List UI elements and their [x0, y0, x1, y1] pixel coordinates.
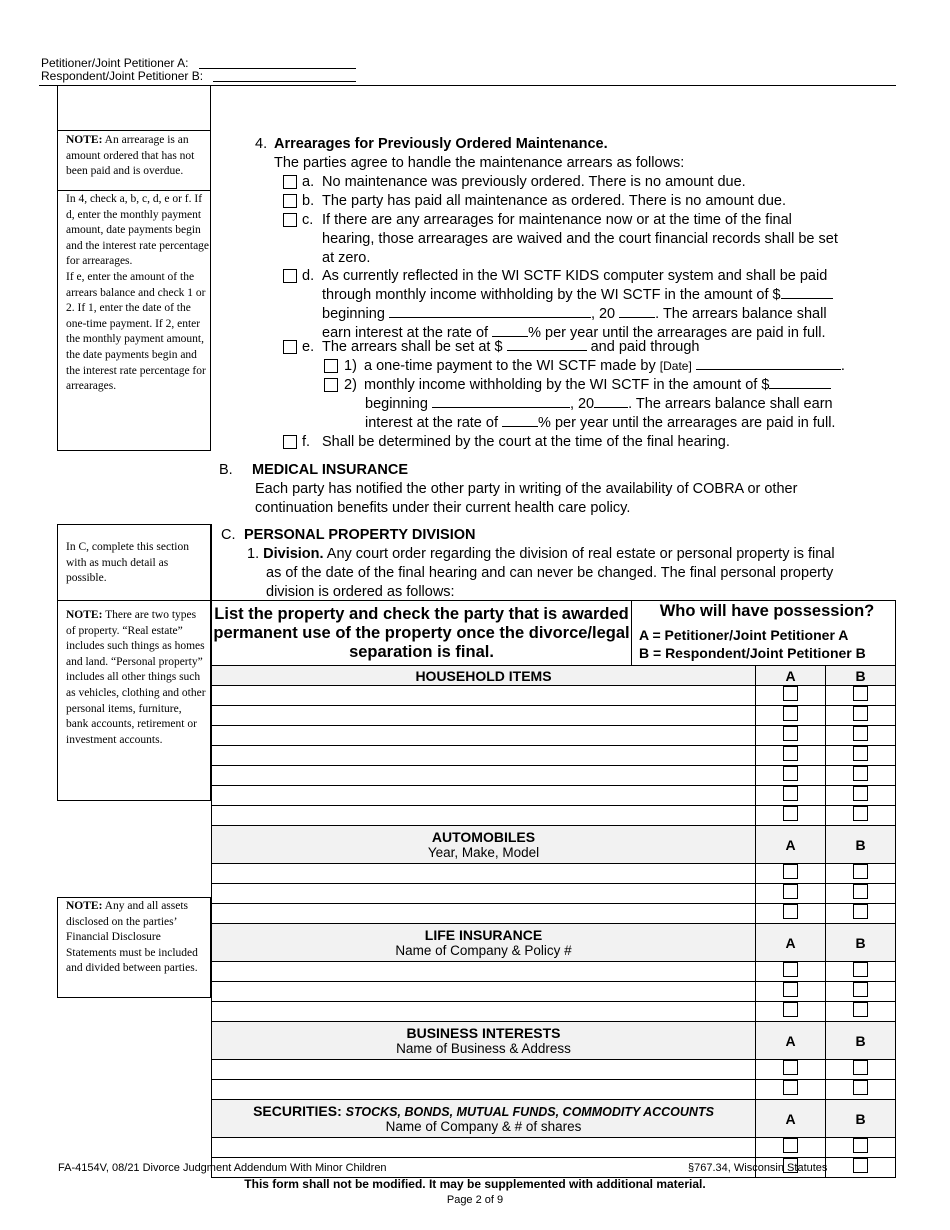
- option-e-checkbox[interactable]: [283, 340, 297, 354]
- party-b-checkbox[interactable]: [853, 746, 868, 761]
- party-a-checkbox[interactable]: [783, 686, 798, 701]
- party-b-checkbox[interactable]: [853, 766, 868, 781]
- property-entry[interactable]: [212, 1138, 756, 1158]
- business-interests-header: BUSINESS INTERESTS Name of Business & Address: [212, 1022, 756, 1060]
- table-row: [212, 746, 896, 766]
- party-a-checkbox[interactable]: [783, 962, 798, 977]
- party-b-checkbox[interactable]: [853, 806, 868, 821]
- table-row: [212, 962, 896, 982]
- col-a-label: A: [756, 666, 826, 686]
- option-d-checkbox[interactable]: [283, 269, 297, 283]
- footer-statute: §767.34, Wisconsin Statutes: [688, 1162, 828, 1174]
- table-row: [212, 1060, 896, 1080]
- financial-disclosure-note: NOTE: Any and all assets disclosed on the parties’ Financial Disclosure Statements must be included and divided between parties.: [66, 900, 198, 975]
- section-4: 4. Arrearages for Previously Ordered Maintenance. The parties agree to handle the maintenance arrears as follows:: [255, 135, 895, 173]
- col-b-label: B: [826, 1100, 896, 1138]
- respondent-field[interactable]: [213, 81, 356, 82]
- section-b-text: Each party has notified the other party in writing of the availability of COBRA or other continuation benefits under their current health care policy.: [255, 481, 798, 516]
- party-b-checkbox[interactable]: [853, 1060, 868, 1075]
- party-b-checkbox[interactable]: [853, 726, 868, 741]
- party-b-checkbox[interactable]: [853, 864, 868, 879]
- property-entry[interactable]: [212, 786, 756, 806]
- life-insurance-header: LIFE INSURANCE Name of Company & Policy #: [212, 924, 756, 962]
- possession-header: Who will have possession? A = Petitioner/Joint Petitioner A B = Respondent/Joint Petitioner B: [632, 601, 896, 666]
- table-row: [212, 864, 896, 884]
- e2-year-field[interactable]: [594, 396, 628, 408]
- party-a-checkbox[interactable]: [783, 806, 798, 821]
- col-a-label: A: [756, 1100, 826, 1138]
- party-b-checkbox[interactable]: [853, 1158, 868, 1173]
- property-entry[interactable]: [212, 806, 756, 826]
- property-entry[interactable]: [212, 982, 756, 1002]
- col-b-label: B: [826, 826, 896, 864]
- property-entry[interactable]: [212, 746, 756, 766]
- table-row: [212, 686, 896, 706]
- party-b-checkbox[interactable]: [853, 1138, 868, 1153]
- d-begin-date-field[interactable]: [389, 306, 591, 318]
- table-row: [212, 706, 896, 726]
- party-b-checkbox[interactable]: [853, 686, 868, 701]
- section-c-division: 1. Division. Any court order regarding the division of real estate or personal property is final as of the date of the final hearing and can never be changed. The final personal property division is ordered as follows:: [247, 546, 835, 600]
- section-b: B. MEDICAL INSURANCE: [219, 462, 409, 478]
- property-entry[interactable]: [212, 884, 756, 904]
- sidebar-note-box-2: [57, 524, 211, 801]
- party-b-checkbox[interactable]: [853, 1002, 868, 1017]
- option-e2-checkbox[interactable]: [324, 378, 338, 392]
- footer-form-id: FA-4154V, 08/21 Divorce Judgment Addendum With Minor Children: [58, 1162, 387, 1174]
- d-year-field[interactable]: [619, 306, 655, 318]
- table-row: [212, 884, 896, 904]
- option-f-checkbox[interactable]: [283, 435, 297, 449]
- party-b-checkbox[interactable]: [853, 982, 868, 997]
- option-a-checkbox[interactable]: [283, 175, 297, 189]
- petitioner-label: Petitioner/Joint Petitioner A:: [41, 56, 189, 70]
- footer-page-number: Page 2 of 9: [446, 1194, 504, 1206]
- party-a-checkbox[interactable]: [783, 746, 798, 761]
- table-row: [212, 786, 896, 806]
- property-types-note: NOTE: There are two types of property. “Real estate” includes such things as homes and land. “Personal property” includes all other things such as vehicles, clothing and other personal items, furniture, bank accounts, retirement or investment accounts.: [66, 609, 206, 746]
- party-b-checkbox[interactable]: [853, 1080, 868, 1095]
- party-a-checkbox[interactable]: [783, 904, 798, 919]
- party-a-checkbox[interactable]: [783, 786, 798, 801]
- footer-notice: This form shall not be modified. It may be supplemented with additional material.: [244, 1177, 706, 1191]
- check-instructions-note: In 4, check a, b, c, d, e or f. If d, enter the monthly payment amount, date payments begin and the interest rate percentage for arrearages. If e, enter the amount of the arrears balance and check 1 or 2. If 1, enter the date of the one-time payment. If 2, enter the monthly payment amount, the date payments begin and the interest rate percentage for arrearages.: [66, 193, 210, 393]
- party-a-checkbox[interactable]: [783, 982, 798, 997]
- party-b-checkbox[interactable]: [853, 706, 868, 721]
- party-a-checkbox[interactable]: [783, 1060, 798, 1075]
- party-a-checkbox[interactable]: [783, 884, 798, 899]
- table-row: [212, 806, 896, 826]
- party-a-checkbox[interactable]: [783, 726, 798, 741]
- property-entry[interactable]: [212, 766, 756, 786]
- party-a-checkbox[interactable]: [783, 864, 798, 879]
- option-e1-checkbox[interactable]: [324, 359, 338, 373]
- table-row: [212, 726, 896, 746]
- arrearage-note: NOTE: An arrearage is an amount ordered that has not been paid and is overdue.: [66, 134, 195, 178]
- table-row: [212, 982, 896, 1002]
- table-row: [212, 1080, 896, 1100]
- automobiles-header: AUTOMOBILES Year, Make, Model: [212, 826, 756, 864]
- securities-header: SECURITIES: STOCKS, BONDS, MUTUAL FUNDS, COMMODITY ACCOUNTS Name of Company & # of shares: [212, 1100, 756, 1138]
- section-c-note: In C, complete this section with as much detail as possible.: [66, 541, 189, 585]
- party-b-checkbox[interactable]: [853, 962, 868, 977]
- property-entry[interactable]: [212, 962, 756, 982]
- e2-interest-field[interactable]: [502, 415, 538, 427]
- party-b-checkbox[interactable]: [853, 904, 868, 919]
- party-a-checkbox[interactable]: [783, 706, 798, 721]
- table-row: [212, 1138, 896, 1158]
- party-a-checkbox[interactable]: [783, 1080, 798, 1095]
- table-row: [212, 904, 896, 924]
- option-e2-cont: beginning , 20 . The arrears balance shall earn interest at the rate of % per year until the arrearages are paid in full.: [365, 396, 836, 431]
- sidebar-note-box-1: [57, 86, 211, 451]
- e2-begin-date-field[interactable]: [432, 396, 570, 408]
- property-entry[interactable]: [212, 1080, 756, 1100]
- petitioner-field[interactable]: [199, 68, 356, 69]
- property-table: [211, 600, 896, 1178]
- party-b-checkbox[interactable]: [853, 884, 868, 899]
- instruction-header: List the property and check the party that is awarded permanent use of the property once the divorce/legal separation is final.: [212, 601, 632, 666]
- section-c: C. PERSONAL PROPERTY DIVISION: [221, 527, 476, 543]
- party-a-checkbox[interactable]: [783, 1138, 798, 1153]
- option-b-checkbox[interactable]: [283, 194, 297, 208]
- section-b-title: MEDICAL INSURANCE: [252, 462, 409, 478]
- d-interest-field[interactable]: [492, 325, 528, 337]
- property-entry[interactable]: [212, 706, 756, 726]
- party-a-checkbox[interactable]: [783, 766, 798, 781]
- party-a-checkbox[interactable]: [783, 1002, 798, 1017]
- party-b-checkbox[interactable]: [853, 786, 868, 801]
- col-a-label: A: [756, 1022, 826, 1060]
- section-4-title: Arrearages for Previously Ordered Maintenance.: [274, 136, 608, 152]
- col-a-label: A: [756, 826, 826, 864]
- e-balance-field[interactable]: [507, 339, 587, 351]
- property-entry[interactable]: [212, 686, 756, 706]
- col-a-label: A: [756, 924, 826, 962]
- table-row: [212, 1002, 896, 1022]
- property-entry[interactable]: [212, 864, 756, 884]
- e2-amount-field[interactable]: [769, 377, 831, 389]
- household-header: HOUSEHOLD ITEMS: [212, 666, 756, 686]
- respondent-label: Respondent/Joint Petitioner B:: [41, 69, 204, 83]
- col-b-label: B: [826, 666, 896, 686]
- property-entry[interactable]: [212, 726, 756, 746]
- property-entry[interactable]: [212, 1002, 756, 1022]
- table-row: [212, 766, 896, 786]
- e1-date-field[interactable]: [696, 358, 841, 370]
- section-4-intro: The parties agree to handle the maintenance arrears as follows:: [274, 155, 685, 171]
- section-c-title: PERSONAL PROPERTY DIVISION: [244, 527, 476, 543]
- col-b-label: B: [826, 1022, 896, 1060]
- property-entry[interactable]: [212, 1060, 756, 1080]
- property-entry[interactable]: [212, 904, 756, 924]
- d-amount-field[interactable]: [781, 287, 833, 299]
- option-c-checkbox[interactable]: [283, 213, 297, 227]
- col-b-label: B: [826, 924, 896, 962]
- sidebar-note-box-3: [57, 897, 211, 998]
